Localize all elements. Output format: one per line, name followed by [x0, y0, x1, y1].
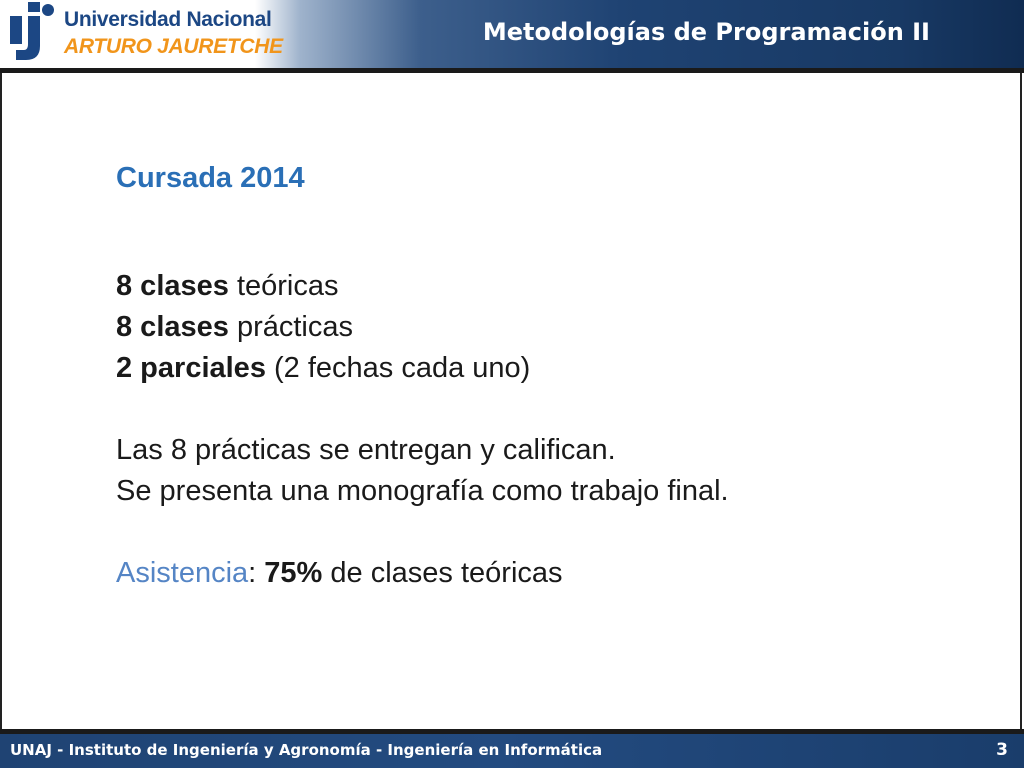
attendance-label: Asistencia: [116, 557, 249, 589]
schedule-item-bold: 8 clases: [116, 311, 229, 343]
attendance-text: de clases teóricas: [322, 557, 563, 589]
schedule-item-bold: 2 parciales: [116, 352, 266, 384]
page-number: 3: [996, 740, 1008, 760]
course-heading: Cursada 2014: [116, 162, 305, 194]
attendance-requirement: [116, 553, 976, 594]
schedule-item-exams: [116, 348, 976, 389]
logo-text-name: ARTURO JAURETCHE: [64, 35, 283, 58]
schedule-item-practice: [116, 307, 976, 348]
footer-institution: UNAJ - Instituto de Ingeniería y Agronomía - Ingeniería en Informática: [10, 741, 603, 759]
logo-text-university: Universidad Nacional: [64, 8, 272, 31]
schedule-item-theory: [116, 266, 976, 307]
slide-content: [116, 158, 976, 594]
practicas-note: Las 8 prácticas se entregan y califican.: [116, 434, 616, 466]
university-logo: [8, 2, 283, 66]
schedule-item-text: prácticas: [228, 311, 353, 343]
slide-title: Metodologías de Programación II: [482, 18, 930, 46]
slide-header: [0, 0, 1024, 68]
schedule-item-text: (2 fechas cada uno): [265, 352, 531, 384]
schedule-item-bold: 8 clases: [116, 270, 229, 302]
slide-footer: [0, 734, 1024, 768]
attendance-percent: 75%: [264, 557, 323, 589]
unaj-logo-icon: [8, 2, 60, 64]
monografia-note: Se presenta una monografía como trabajo final.: [116, 475, 729, 507]
attendance-separator: :: [248, 557, 265, 589]
schedule-item-text: teóricas: [228, 270, 339, 302]
